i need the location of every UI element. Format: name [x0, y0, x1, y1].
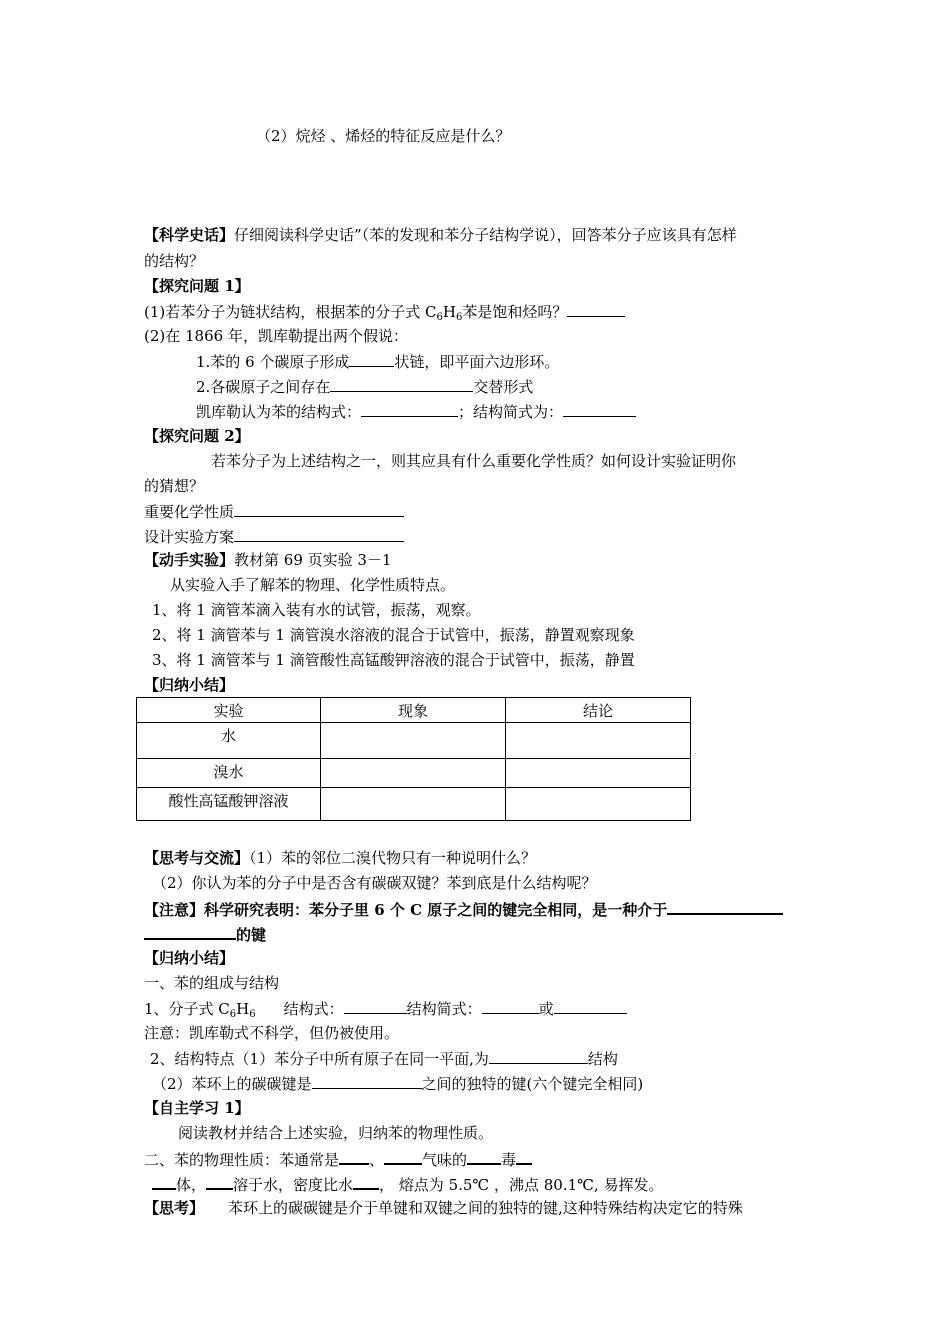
table-cell: 溴水: [137, 759, 321, 788]
answer-blank[interactable]: [361, 401, 458, 417]
answer-blank[interactable]: [152, 1173, 176, 1190]
experiment-heading: 【动手实验】教材第 69 页实验 3－1: [144, 551, 392, 569]
answer-blank[interactable]: [339, 1148, 369, 1165]
structure-feature-2: （2）苯环上的碳碳键是 之间的独特的键(六个键完全相同): [152, 1075, 644, 1093]
table-row: [137, 788, 691, 821]
note-line2: 的键: [144, 923, 266, 945]
hypothesis-2: 2.各碳原子之间存在 交替形式: [196, 378, 534, 396]
table-header: 实验: [137, 698, 321, 723]
science-history-tag: 【科学史话】: [144, 226, 235, 244]
answer-blank[interactable]: [554, 998, 627, 1014]
table-cell: 酸性高锰酸钾溶液: [137, 788, 321, 821]
answer-blank[interactable]: [206, 1173, 233, 1190]
experiment-step-1: 1、将 1 滴管苯滴入装有水的试管，振荡，观察。: [152, 601, 481, 619]
structure-feature-1: 2、结构特点（1）苯分子中所有原子在同一平面,为 结构: [150, 1050, 618, 1068]
composition-heading: 一、苯的组成与结构: [144, 974, 280, 992]
inquiry2-text2: 的猜想？: [144, 477, 205, 495]
answer-blank[interactable]: [563, 401, 636, 417]
table-cell: 水: [137, 723, 321, 759]
answer-blank[interactable]: [667, 898, 783, 915]
table-cell-blank[interactable]: [321, 788, 506, 821]
discussion-line2: （2）你认为苯的分子中是否含有碳碳双键？苯到底是什么结构呢？: [152, 874, 597, 892]
molecular-formula-line: 1、分子式 $C_6H_6$ 结构式： 结构简式： 或: [144, 998, 627, 1019]
table-cell-blank[interactable]: [506, 788, 691, 821]
self-study-heading: 【自主学习 1】: [144, 1099, 250, 1117]
table-header: 现象: [321, 698, 506, 723]
science-history-line2: 的结构？: [144, 252, 205, 270]
answer-blank[interactable]: [234, 526, 404, 542]
answer-blank[interactable]: [516, 1148, 532, 1165]
answer-blank[interactable]: [349, 351, 394, 367]
table-cell-blank[interactable]: [321, 759, 506, 788]
experiment-step-3: 3、将 1 滴管苯与 1 滴管酸性高锰酸钾溶液的混合于试管中，振荡，静置: [152, 651, 635, 669]
table-header-row: [137, 698, 691, 723]
inquiry2-text1: 若苯分子为上述结构之一，则其应具有什么重要化学性质？如何设计实验证明你: [211, 452, 737, 470]
experiment-design-line: 设计实验方案: [144, 526, 404, 547]
inquiry1-question1: (1)若苯分子为链状结构，根据苯的分子式 $C_6H_6$苯是饱和烃吗？: [144, 301, 625, 322]
answer-blank[interactable]: [467, 1148, 501, 1165]
answer-blank[interactable]: [353, 1173, 379, 1190]
discussion-line1: 【思考与交流】（1）苯的邻位二溴代物只有一种说明什么？: [144, 849, 537, 867]
table-header: 结论: [506, 698, 691, 723]
answer-blank[interactable]: [312, 1073, 422, 1089]
self-study-text: 阅读教材并结合上述实验，归纳苯的物理性质。: [178, 1124, 494, 1142]
answer-blank[interactable]: [144, 923, 236, 940]
answer-blank[interactable]: [482, 998, 539, 1014]
summary-table-heading: 【归纳小结】: [144, 676, 235, 694]
experiment-step-2: 2、将 1 滴管苯与 1 滴管溴水溶液的混合于试管中，振荡，静置观察现象: [152, 626, 635, 644]
answer-blank[interactable]: [330, 376, 473, 392]
question-alkane-alkene: （2）烷烃 、烯烃的特征反应是什么？: [256, 127, 511, 145]
answer-blank[interactable]: [567, 301, 625, 317]
kekule-caution: 注意：凯库勒式不科学，但仍被使用。: [144, 1024, 400, 1042]
table-row: [137, 723, 691, 759]
inquiry2-heading: 【探究问题 2】: [144, 427, 250, 445]
physical-properties-line1: 二、苯的物理性质：苯通常是 、 气味的 毒: [144, 1148, 532, 1170]
summary-table: [136, 697, 691, 821]
inquiry1-heading: 【探究问题 1】: [144, 277, 250, 295]
chemical-property-line: 重要化学性质: [144, 501, 404, 522]
table-cell-blank[interactable]: [506, 759, 691, 788]
answer-blank[interactable]: [344, 998, 407, 1014]
table-cell-blank[interactable]: [321, 723, 506, 759]
experiment-intro: 从实验入手了解苯的物理、化学性质特点。: [170, 576, 456, 594]
science-history-line1: 【科学史话】仔细阅读科学史话”（苯的发现和苯分子结构学说），回答苯分子应该具有怎样: [144, 226, 737, 244]
table-cell-blank[interactable]: [506, 723, 691, 759]
hypothesis-1: 1.苯的 6 个碳原子形成 状链，即平面六边形环。: [196, 353, 560, 371]
inquiry1-question2: (2)在 1866 年，凯库勒提出两个假说：: [144, 327, 408, 345]
physical-properties-line2: 体， 溶于水，密度比水 ， 熔点为 5.5℃ ，沸点 80.1℃, 易挥发。: [152, 1173, 663, 1195]
kekule-formula-line: 凯库勒认为苯的结构式： ；结构简式为：: [196, 401, 636, 422]
think-line: 【思考】 苯环上的碳碳键是介于单键和双键之间的独特的键,这种特殊结构决定它的特殊: [144, 1199, 743, 1217]
note-line1: 【注意】科学研究表明：苯分子里 6 个 C 原子之间的键完全相同，是一种介于: [144, 898, 783, 920]
table-row: [137, 759, 691, 788]
summary2-heading: 【归纳小结】: [144, 949, 235, 967]
answer-blank[interactable]: [489, 1048, 588, 1064]
answer-blank[interactable]: [384, 1148, 422, 1165]
answer-blank[interactable]: [234, 501, 404, 517]
